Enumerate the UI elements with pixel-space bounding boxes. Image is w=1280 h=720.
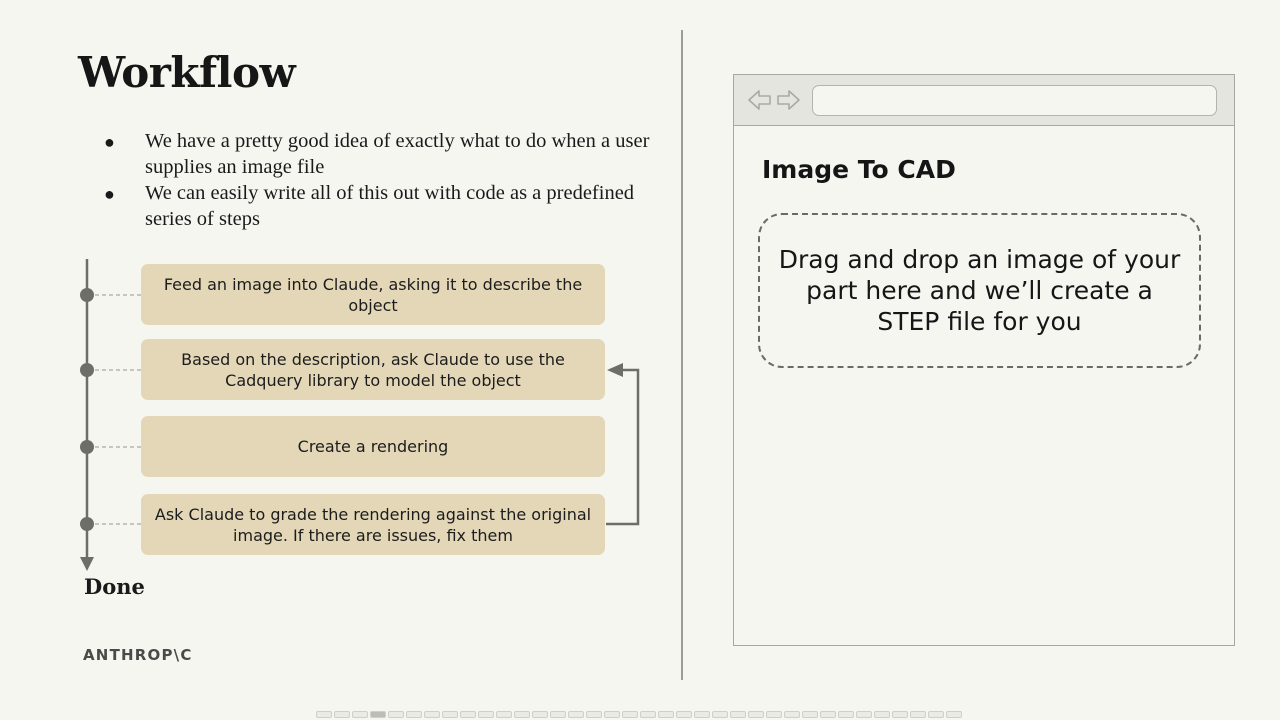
pager-thumb[interactable]: [874, 711, 890, 718]
pager-thumb[interactable]: [676, 711, 692, 718]
browser-mockup: [733, 74, 1235, 646]
pager-thumb[interactable]: [370, 711, 386, 718]
pager-thumb[interactable]: [514, 711, 530, 718]
browser-toolbar: [734, 75, 1234, 126]
pager-thumb[interactable]: [388, 711, 404, 718]
pager-thumb[interactable]: [820, 711, 836, 718]
app-title: Image To CAD: [762, 155, 956, 184]
slide-title: Workflow: [78, 48, 296, 97]
timeline-node: [80, 288, 94, 302]
bullet-text: We can easily write all of this out with code as a predefined series of steps: [145, 182, 635, 230]
pager-thumb[interactable]: [640, 711, 656, 718]
pager-thumb[interactable]: [694, 711, 710, 718]
pager-thumb[interactable]: [568, 711, 584, 718]
arrow-right-icon[interactable]: [778, 91, 799, 109]
pager-thumb[interactable]: [604, 711, 620, 718]
pager-thumb[interactable]: [766, 711, 782, 718]
workflow-step-describe: [141, 264, 605, 325]
pager-thumb[interactable]: [496, 711, 512, 718]
pager-thumb[interactable]: [478, 711, 494, 718]
arrow-left-icon[interactable]: [749, 91, 770, 109]
dropzone-text: Drag and drop an image of your part here and we’ll create a STEP file for you: [778, 245, 1181, 336]
workflow-step-model: [141, 339, 605, 400]
workflow-step-grade: [141, 494, 605, 555]
pager-thumb[interactable]: [658, 711, 674, 718]
bullet-dot: ●: [104, 184, 115, 204]
loop-back-arrow: [606, 370, 638, 524]
anthropic-logo: ANTHROP\C: [83, 646, 193, 664]
pager-thumb[interactable]: [550, 711, 566, 718]
pager-thumb[interactable]: [622, 711, 638, 718]
pager-thumb[interactable]: [856, 711, 872, 718]
done-label: Done: [84, 574, 145, 599]
pager-thumb[interactable]: [532, 711, 548, 718]
pager-thumb[interactable]: [910, 711, 926, 718]
pager-thumb[interactable]: [802, 711, 818, 718]
bullet-text: We have a pretty good idea of exactly what to do when a user supplies an image file: [145, 130, 650, 178]
step-label: Create a rendering: [297, 437, 449, 456]
pager-thumb[interactable]: [334, 711, 350, 718]
step-label: Feed an image into Claude, asking it to describe the object: [163, 274, 583, 315]
timeline-node: [80, 363, 94, 377]
column-divider: [681, 30, 683, 680]
step-label: Based on the description, ask Claude to use the Cadquery library to model the object: [181, 349, 565, 390]
pager-thumb[interactable]: [442, 711, 458, 718]
workflow-step-render: [141, 416, 605, 477]
pager-thumb[interactable]: [406, 711, 422, 718]
pager-thumb[interactable]: [460, 711, 476, 718]
pager-thumb[interactable]: [838, 711, 854, 718]
timeline-node: [80, 517, 94, 531]
pager-thumb[interactable]: [316, 711, 332, 718]
nav-arrows: [748, 89, 800, 111]
timeline-arrowhead: [80, 557, 94, 571]
pager-thumb[interactable]: [748, 711, 764, 718]
url-bar[interactable]: [812, 85, 1217, 116]
bullet-dot: ●: [104, 132, 115, 152]
pager-thumb[interactable]: [424, 711, 440, 718]
pager-thumb[interactable]: [352, 711, 368, 718]
loop-back-arrowhead: [607, 363, 623, 377]
pager-thumb[interactable]: [586, 711, 602, 718]
timeline-node: [80, 440, 94, 454]
pager-thumb[interactable]: [946, 711, 962, 718]
image-dropzone[interactable]: [758, 213, 1201, 368]
pager-thumb[interactable]: [784, 711, 800, 718]
pager-thumb[interactable]: [928, 711, 944, 718]
step-label: Ask Claude to grade the rendering against the original image. If there are issues, fix them: [154, 504, 592, 545]
pager-thumb[interactable]: [892, 711, 908, 718]
slide-pager: [316, 711, 962, 719]
pager-thumb[interactable]: [730, 711, 746, 718]
pager-thumb[interactable]: [712, 711, 728, 718]
